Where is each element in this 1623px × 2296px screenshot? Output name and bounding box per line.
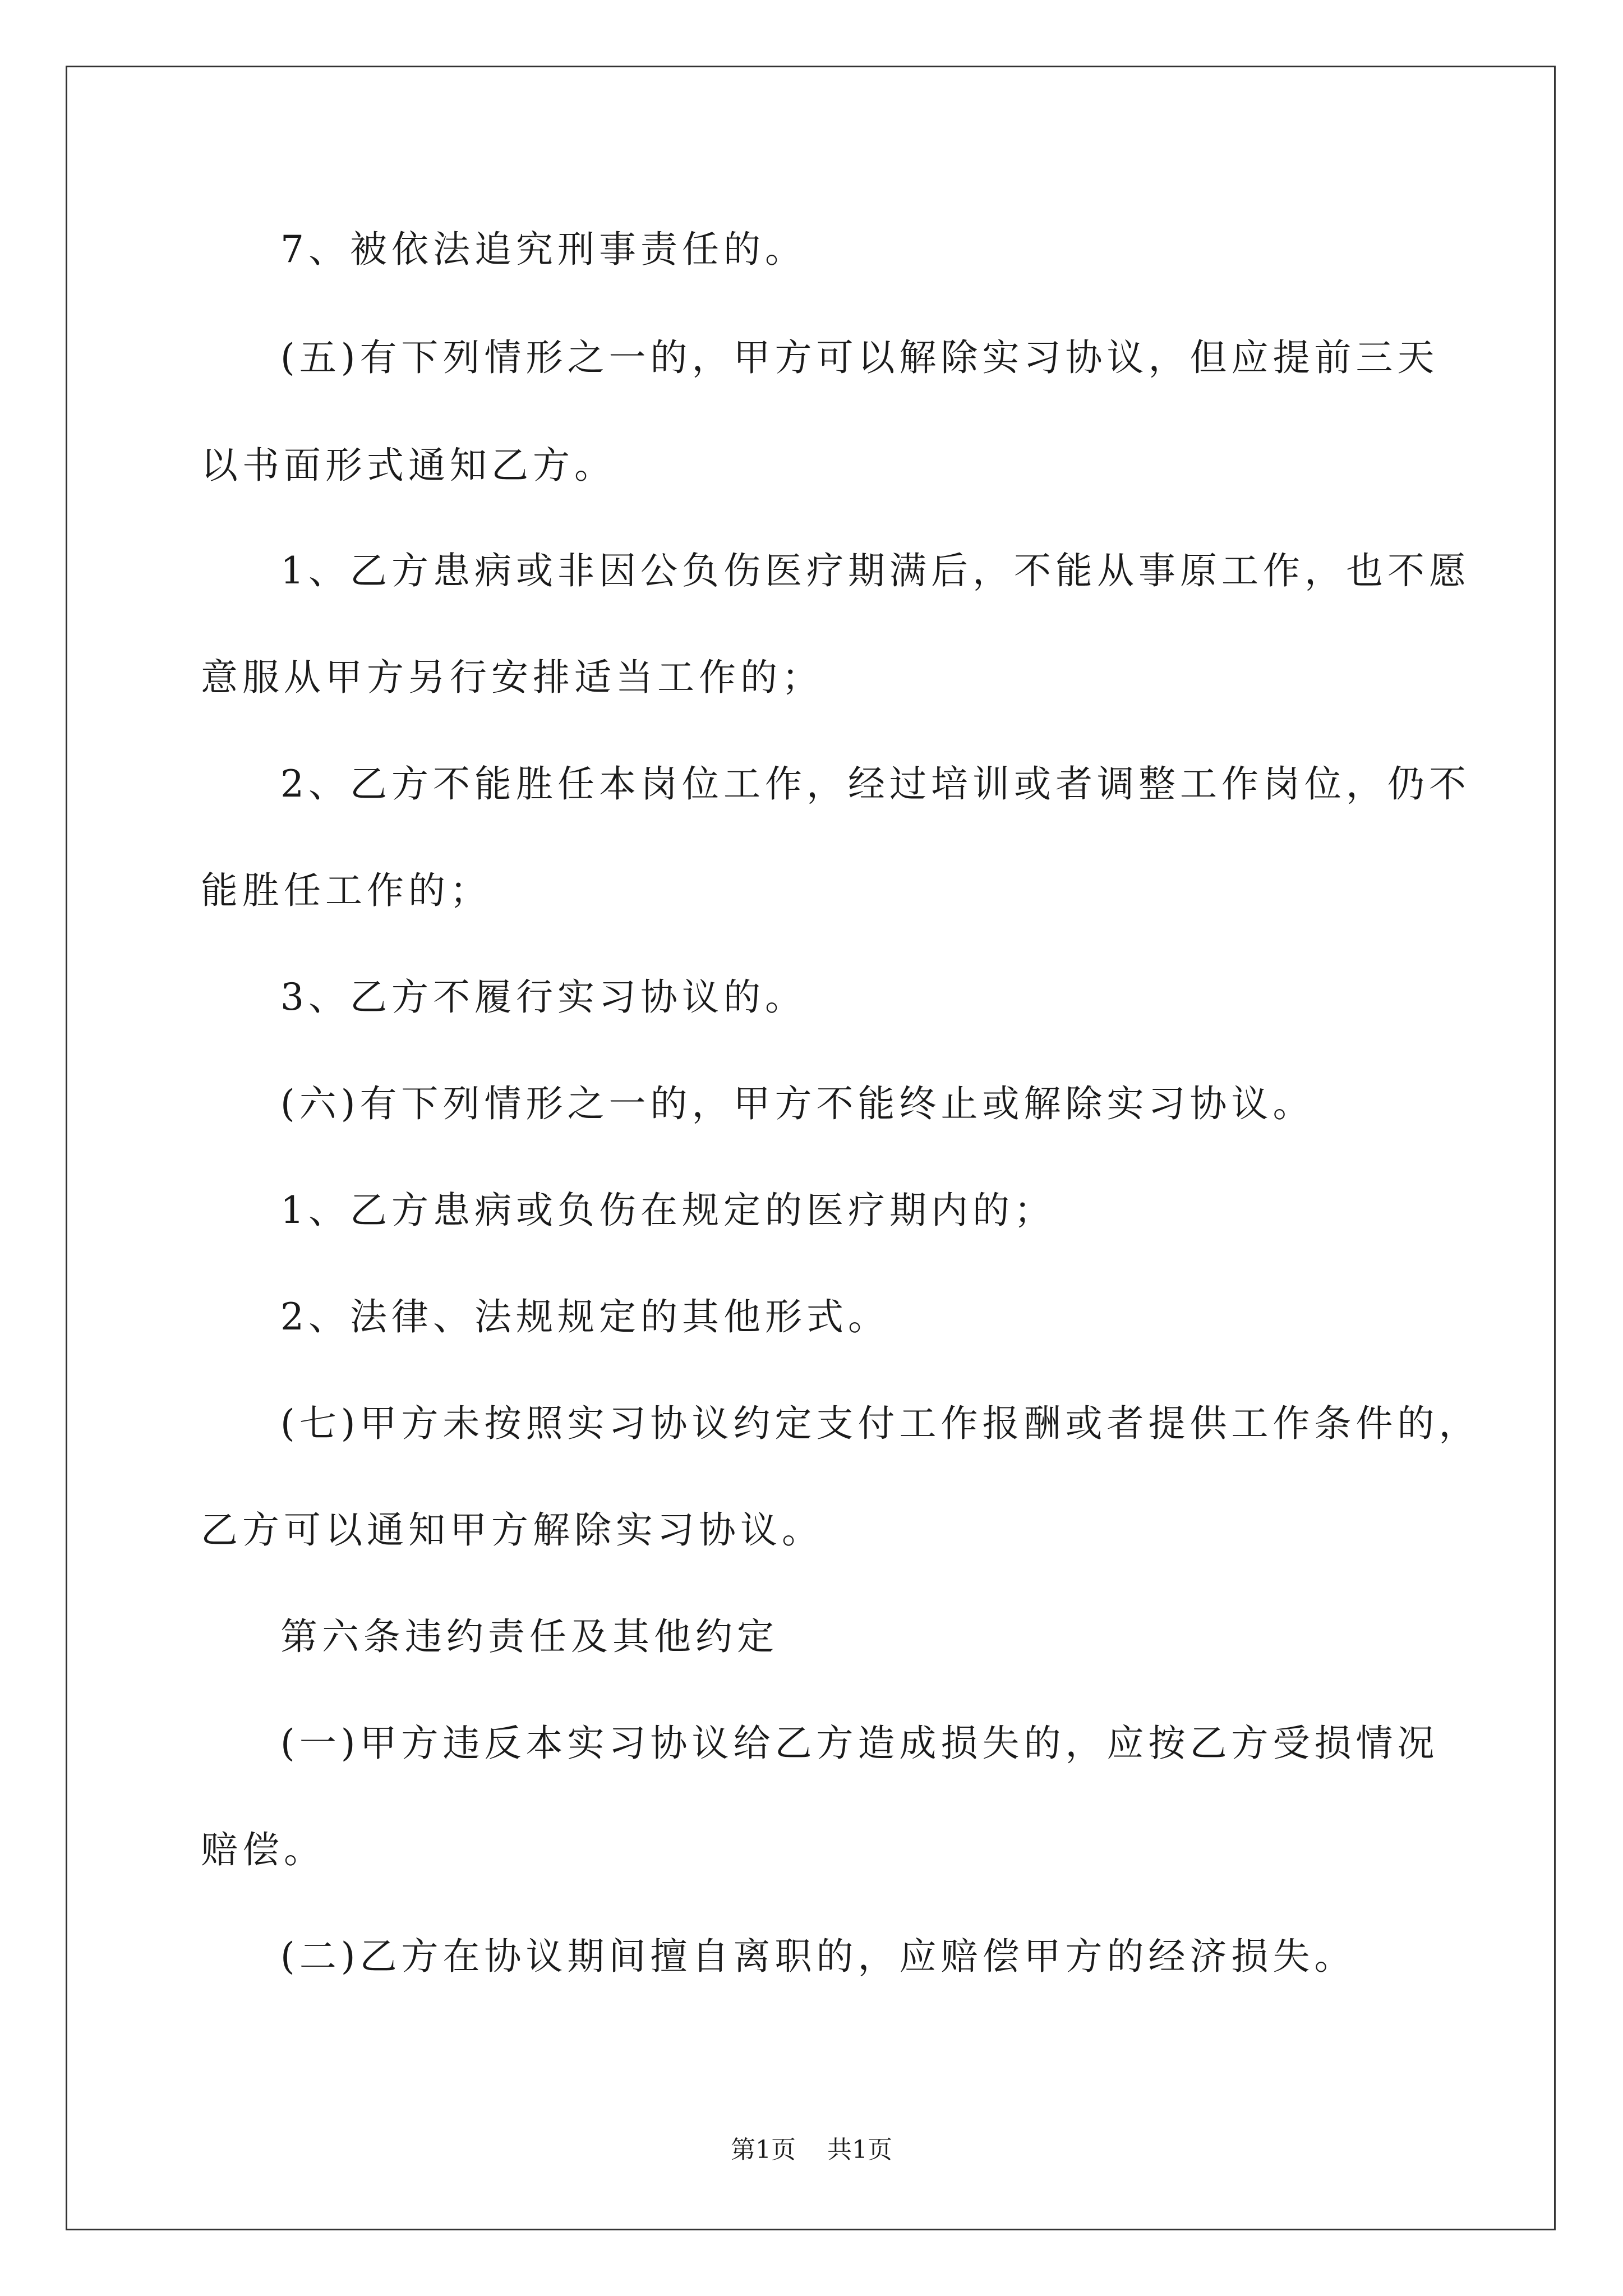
paragraph-line: 乙方可以通知甲方解除实习协议。 (201, 1508, 823, 1552)
paragraph-line: 2、乙方不能胜任本岗位工作，经过培训或者调整工作岗位，仍不 (280, 762, 1470, 806)
paragraph-line: 1、乙方患病或负伤在规定的医疗期内的； (280, 1189, 1055, 1232)
paragraph-line: (五)有下列情形之一的，甲方可以解除实习协议，但应提前三天 (280, 336, 1439, 379)
paragraph-line: 以书面形式通知乙方。 (201, 444, 616, 487)
paragraph-line: 赔偿。 (201, 1828, 325, 1871)
paragraph-line: 3、乙方不履行实习协议的。 (280, 976, 806, 1019)
page-number-current: 第1页 (731, 2136, 796, 2164)
section-heading: 第六条违约责任及其他约定 (280, 1615, 778, 1658)
paragraph-line: 意服从甲方另行安排适当工作的； (201, 656, 823, 699)
paragraph-line: 2、法律、法规规定的其他形式。 (280, 1295, 889, 1338)
paragraph-line: 1、乙方患病或非因公负伤医疗期满后，不能从事原工作，也不愿 (280, 549, 1470, 592)
paragraph-line: 能胜任工作的； (201, 869, 491, 912)
page-footer (0, 2134, 1623, 2166)
paragraph-line: (七)甲方未按照实习协议约定支付工作报酬或者提供工作条件的， (280, 1402, 1481, 1445)
paragraph-line: 7、被依法追究刑事责任的。 (280, 228, 806, 271)
paragraph-line: (六)有下列情形之一的，甲方不能终止或解除实习协议。 (280, 1082, 1315, 1125)
page-number-total: 共1页 (827, 2136, 892, 2164)
paragraph-line: (一)甲方违反本实习协议给乙方造成损失的，应按乙方受损情况 (280, 1722, 1439, 1765)
paragraph-line: (二)乙方在协议期间擅自离职的，应赔偿甲方的经济损失。 (280, 1935, 1356, 1978)
page-border (66, 66, 1556, 2230)
